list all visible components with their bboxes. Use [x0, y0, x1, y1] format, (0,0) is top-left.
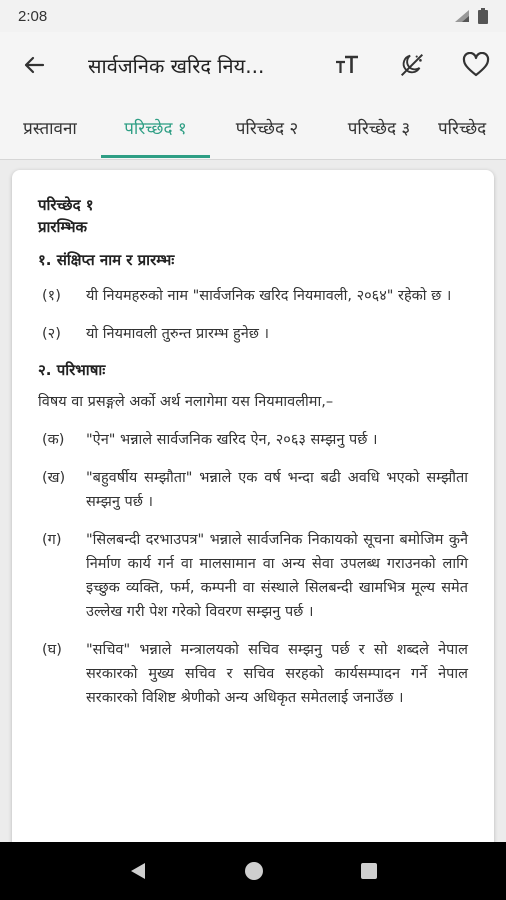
tab-chapter-1[interactable]: परिच्छेद १ [124, 119, 187, 139]
item-text: "ऐन" भन्नाले सार्वजनिक खरिद ऐन, २०६३ सम्झनु पर्छ । [86, 432, 378, 448]
nav-recents-icon[interactable] [359, 861, 379, 881]
list-item [38, 322, 468, 346]
item-text: "बहुवर्षीय सम्झौता" भन्नाले एक वर्ष भन्दा बढी अवधि भएको सम्झौता सम्झनु पर्छ । [86, 470, 468, 510]
section-heading: १. संक्षिप्त नाम र प्रारम्भः [38, 251, 175, 269]
chapter-tabs [0, 98, 506, 160]
back-button[interactable] [20, 51, 48, 79]
nav-back-icon[interactable] [127, 860, 149, 882]
nav-home-icon[interactable] [243, 860, 265, 882]
item-text: यो नियमावली तुरुन्त प्रारम्भ हुनेछ । [86, 326, 270, 342]
system-icons [454, 8, 488, 24]
signal-icon [454, 9, 470, 23]
active-tab-indicator [101, 155, 210, 158]
page-title: सार्वजनिक खरिद निय... [88, 54, 265, 78]
item-number: (ग) [42, 532, 62, 548]
status-bar [0, 0, 506, 32]
item-number: (क) [42, 432, 65, 448]
list-item [38, 466, 468, 514]
back-arrow-icon [22, 53, 46, 77]
item-number: (ख) [42, 470, 66, 486]
item-text: "सचिव" भन्नाले मन्त्रालयको सचिव सम्झनु पर्छ र सो शब्दले नेपाल सरकारको मुख्य सचिव र सचिव सरहको कार्यसम्पादन गर्ने नेपाल सरकारको विशिष्ट श्रेणीको अन्य अधिकृत समेतलाई जनाउँछ । [86, 642, 468, 706]
text-size-icon [334, 54, 360, 76]
tab-preamble[interactable]: प्रस्तावना [23, 119, 77, 139]
item-number: (१) [42, 288, 61, 304]
system-nav-bar [0, 842, 506, 900]
text-size-button[interactable] [332, 50, 362, 80]
list-item [38, 428, 468, 452]
list-item [38, 528, 468, 624]
tab-chapter-2[interactable]: परिच्छेद २ [235, 119, 299, 139]
section-intro: विषय वा प्रसङ्गले अर्को अर्थ नलागेमा यस नियमावलीमा,– [38, 394, 334, 410]
favorite-button[interactable] [461, 50, 491, 80]
list-item [38, 638, 468, 710]
chapter-content[interactable] [0, 160, 506, 842]
item-text: "सिलबन्दी दरभाउपत्र" भन्नाले सार्वजनिक निकायको सूचना बमोजिम कुनै निर्माण कार्य गर्न वा मालसामान वा अन्य सेवा उपलब्ध गराउनको लागि इच्छुक व्यक्ति, फर्म, कम्पनी वा संस्थाले सिलबन्दी खामभित्र मूल्य समेत उल्लेख गरी पेश गरेको विवरण सम्झनु पर्छ । [86, 532, 468, 620]
night-mode-button[interactable] [397, 50, 427, 80]
status-time: 2:08 [18, 7, 48, 25]
night-mode-icon [397, 49, 427, 81]
tab-chapter-3[interactable]: परिच्छेद ३ [347, 119, 411, 139]
item-text: यी नियमहरुको नाम "सार्वजनिक खरिद नियमावली, २०६४" रहेको छ । [86, 288, 452, 304]
chapter-number: परिच्छेद १ [38, 196, 94, 214]
favorite-heart-icon [462, 52, 490, 78]
battery-icon [478, 8, 488, 24]
chapter-card [12, 170, 494, 842]
app-bar [0, 32, 506, 98]
item-number: (२) [42, 326, 61, 342]
item-number: (घ) [42, 642, 62, 658]
section-heading: २. परिभाषाः [38, 361, 106, 379]
tab-chapter-4[interactable]: परिच्छेद [438, 119, 487, 139]
list-item [38, 284, 468, 308]
chapter-title: प्रारम्भिक [38, 218, 88, 236]
